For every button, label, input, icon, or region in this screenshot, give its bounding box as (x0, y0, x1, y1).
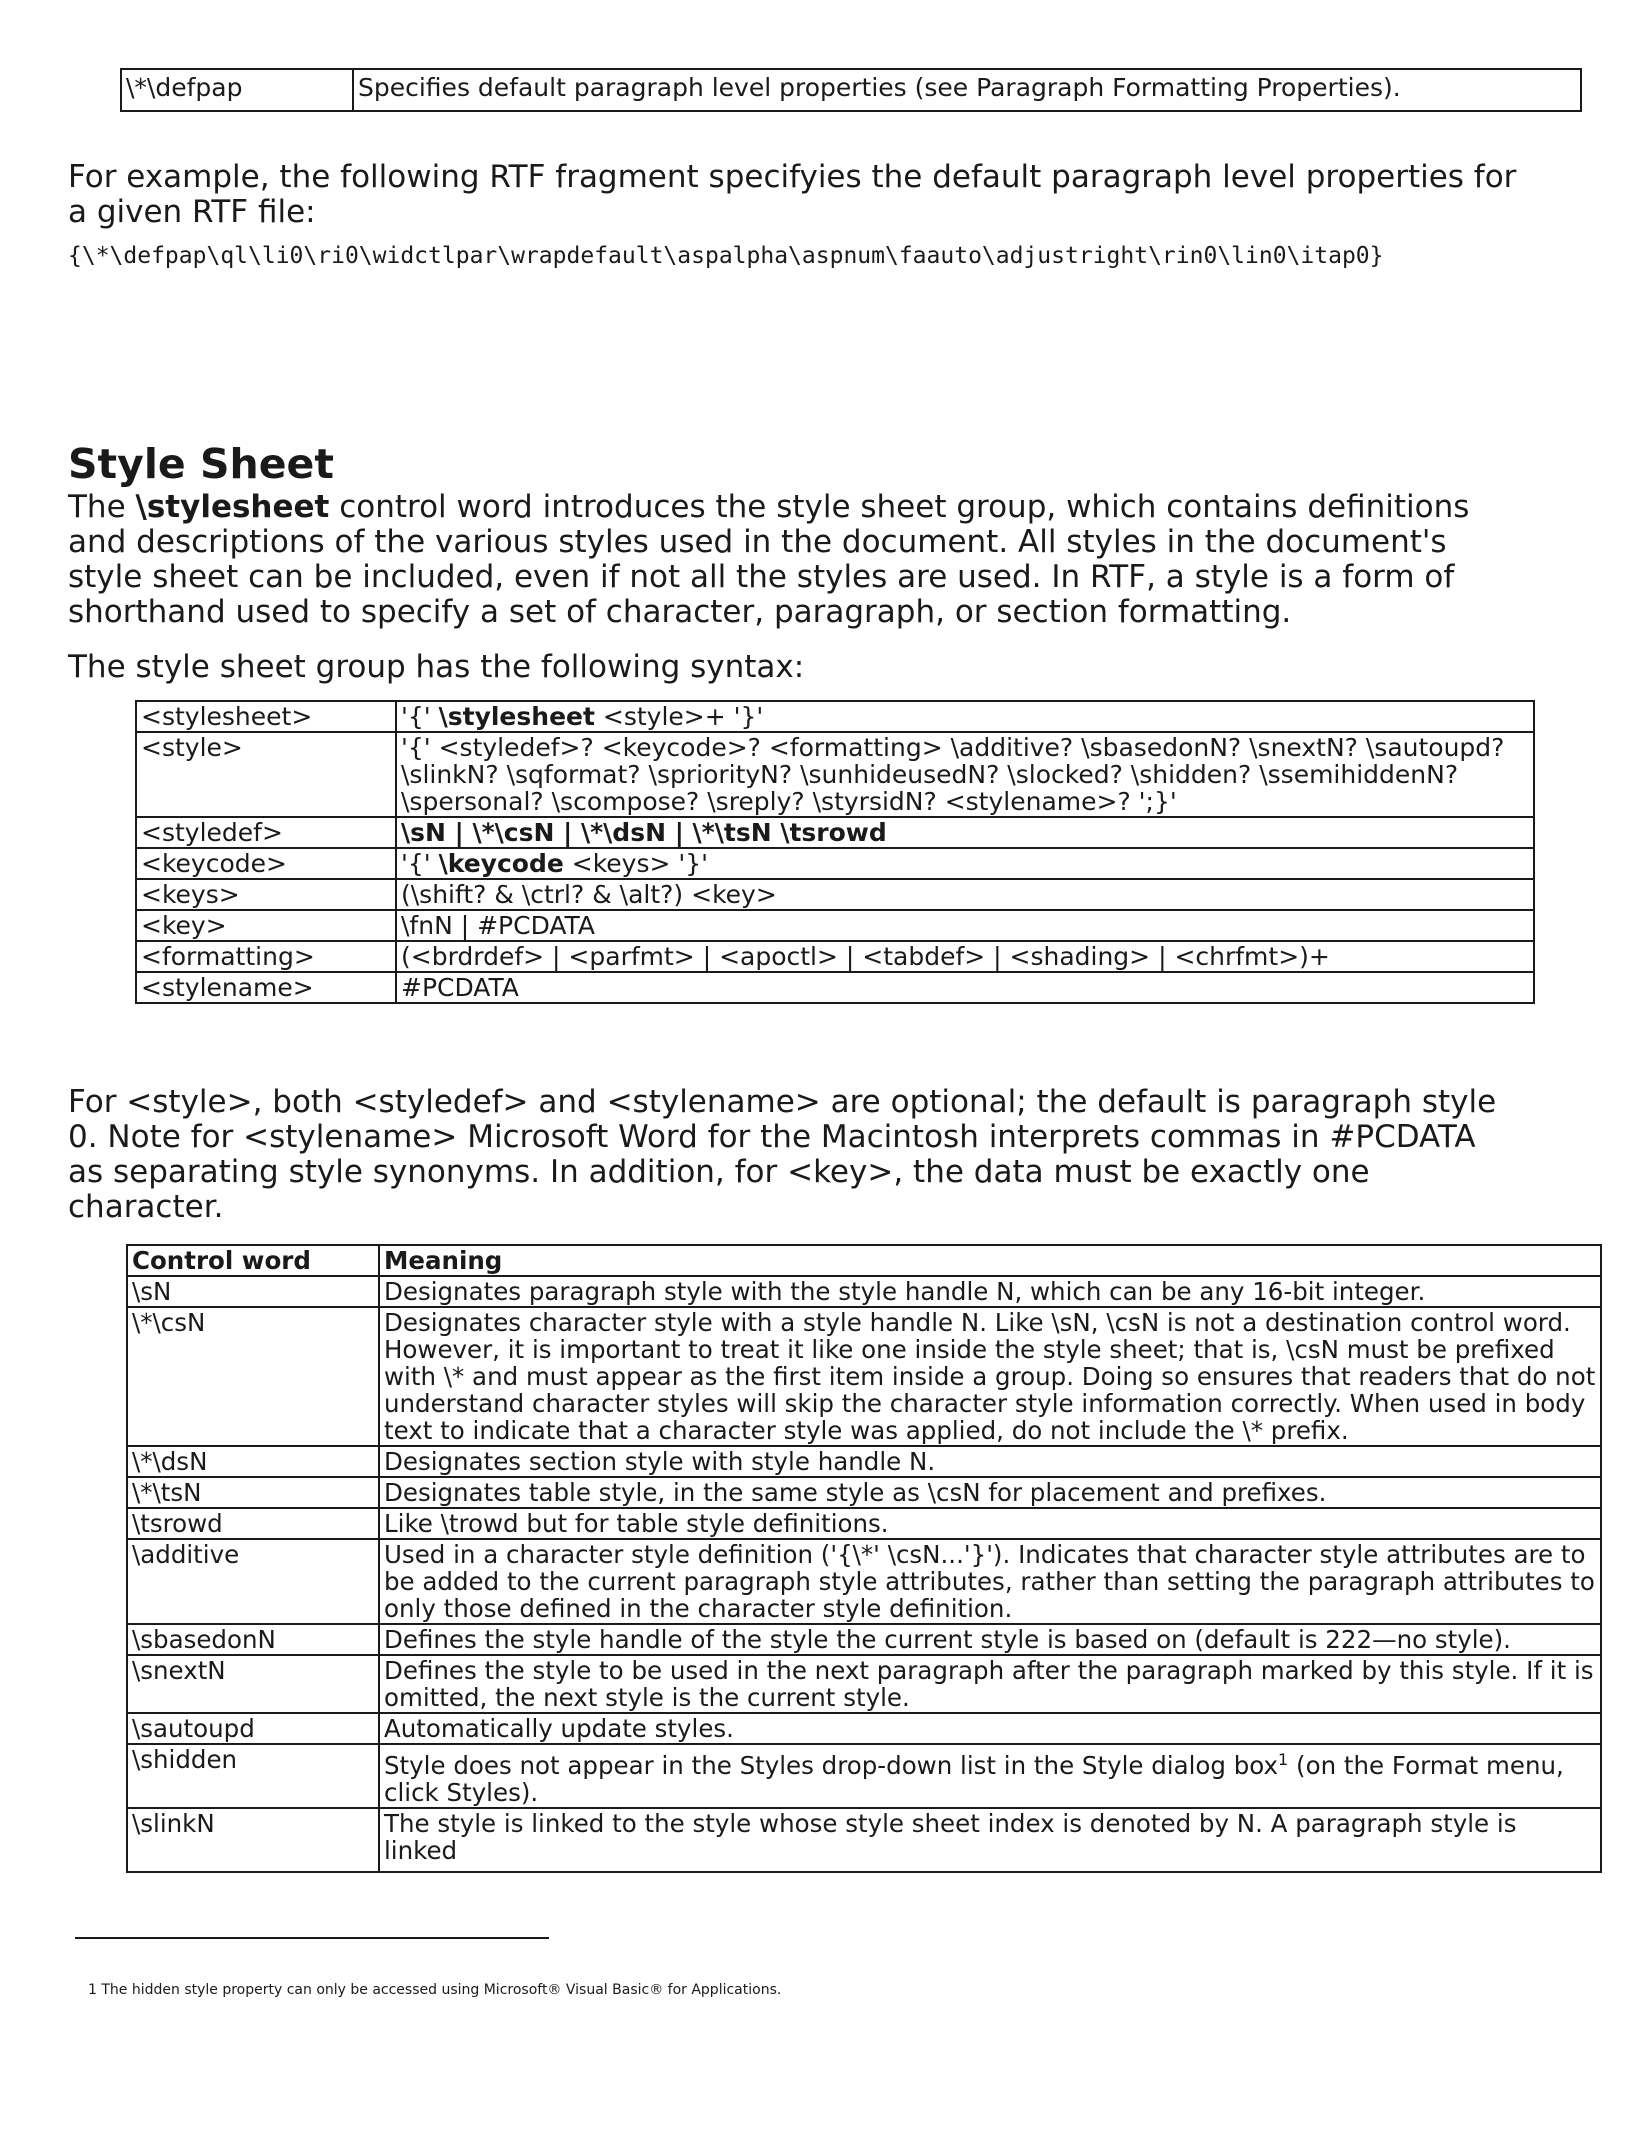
syntax-name: <keycode> (136, 848, 396, 879)
syntax-line: \slinkN? \sqformat? \spriorityN? \sunhideusedN? \slocked? \shidden? \ssemihiddenN? (401, 760, 1459, 789)
footnote-marker[interactable]: 1 (1278, 1750, 1289, 1769)
syntax-row (136, 848, 1534, 879)
control-word: \*\tsN (127, 1477, 379, 1508)
syntax-value (396, 701, 1534, 732)
table-row (127, 1655, 1601, 1713)
syntax-text: <style>+ '}' (594, 702, 764, 731)
control-word: \*\dsN (127, 1446, 379, 1477)
footnote-separator (75, 1937, 549, 1939)
meaning: The style is linked to the style whose style sheet index is denoted by N. A paragraph style is linked (379, 1808, 1601, 1872)
syntax-row (136, 732, 1534, 817)
example-line-1: For example, the following RTF fragment specifyies the default paragraph level properties for (68, 159, 1517, 195)
syntax-value: \sN | \*\csN | \*\dsN | \*\tsN \tsrowd (396, 817, 1534, 848)
example-line-2: a given RTF file: (68, 194, 316, 230)
example-paragraph (68, 160, 1608, 230)
syntax-value (396, 848, 1534, 879)
table-row (127, 1477, 1601, 1508)
header-meaning: Meaning (379, 1245, 1601, 1276)
syntax-value: #PCDATA (396, 972, 1534, 1003)
syntax-name: <formatting> (136, 941, 396, 972)
control-word: \sN (127, 1276, 379, 1307)
syntax-keyword: \keycode (438, 849, 564, 878)
example-code: {\*\defpap\ql\li0\ri0\widctlpar\wrapdefault\aspalpha\aspnum\faauto\adjustright\rin0\lin0\itap0} (68, 243, 1384, 269)
for-style-line-2: 0. Note for <stylename> Microsoft Word for the Macintosh interprets commas in #PCDATA (68, 1119, 1476, 1155)
table-row (127, 1276, 1601, 1307)
control-word: \shidden (127, 1744, 379, 1808)
control-word: \tsrowd (127, 1508, 379, 1539)
syntax-value: (<brdrdef> | <parfmt> | <apoctl> | <tabdef> | <shading> | <chrfmt>)+ (396, 941, 1534, 972)
syntax-keyword: \stylesheet (438, 702, 595, 731)
table-row (127, 1808, 1601, 1872)
syntax-intro: The style sheet group has the following syntax: (68, 649, 805, 685)
footnote: 1 The hidden style property can only be accessed using Microsoft® Visual Basic® for Applications. (88, 1982, 782, 1998)
intro-text: The (68, 489, 136, 525)
meaning: Defines the style handle of the style the current style is based on (default is 222—no style). (379, 1624, 1601, 1655)
for-style-paragraph (68, 1085, 1588, 1225)
table-row (127, 1307, 1601, 1446)
control-word: \slinkN (127, 1808, 379, 1872)
meaning: Like \trowd but for table style definitions. (379, 1508, 1601, 1539)
syntax-row (136, 910, 1534, 941)
intro-line-2: and descriptions of the various styles used in the document. All styles in the document's (68, 524, 1447, 560)
defpap-meaning-cell: Specifies default paragraph level properties (see Paragraph Formatting Properties). (353, 69, 1581, 111)
syntax-value: (\shift? & \ctrl? & \alt?) <key> (396, 879, 1534, 910)
control-word: \snextN (127, 1655, 379, 1713)
syntax-name: <keys> (136, 879, 396, 910)
intro-text-rest: control word introduces the style sheet group, which contains definitions (329, 489, 1470, 525)
control-word-table (126, 1244, 1602, 1873)
syntax-row (136, 701, 1534, 732)
syntax-name: <stylesheet> (136, 701, 396, 732)
stylesheet-intro (68, 490, 1568, 630)
syntax-row (136, 879, 1534, 910)
syntax-name: <stylename> (136, 972, 396, 1003)
table-row (127, 1508, 1601, 1539)
syntax-table (135, 700, 1535, 1004)
syntax-line: '{' <styledef>? <keycode>? <formatting> \additive? \sbasedonN? \snextN? \sautoupd? (401, 733, 1505, 762)
intro-line-3: style sheet can be included, even if not all the styles are used. In RTF, a style is a form of (68, 559, 1455, 595)
for-style-line-1: For <style>, both <styledef> and <stylename> are optional; the default is paragraph style (68, 1084, 1497, 1120)
syntax-text: '{' (401, 849, 439, 878)
defpap-table (120, 68, 1582, 112)
syntax-name: <key> (136, 910, 396, 941)
meaning-text: (on the Format menu, click Styles). (384, 1751, 1564, 1808)
syntax-row (136, 941, 1534, 972)
syntax-text: '{' (401, 702, 439, 731)
meaning: Designates section style with style handle N. (379, 1446, 1601, 1477)
meaning: Defines the style to be used in the next paragraph after the paragraph marked by this style. If it is omitted, the next style is the current style. (379, 1655, 1601, 1713)
syntax-row (136, 817, 1534, 848)
meaning: Used in a character style definition ('{\*' \csN...'}'). Indicates that character style attributes are to be added to the current paragraph style attributes, rather than setting the paragraph attributes to only those defined in the character style definition. (379, 1539, 1601, 1624)
table-row (127, 1744, 1601, 1808)
intro-keyword: \stylesheet (135, 489, 330, 525)
intro-line-4: shorthand used to specify a set of character, paragraph, or section formatting. (68, 594, 1292, 630)
syntax-name: <styledef> (136, 817, 396, 848)
header-control-word: Control word (127, 1245, 379, 1276)
table-row (127, 1446, 1601, 1477)
meaning: Designates paragraph style with the style handle N, which can be any 16-bit integer. (379, 1276, 1601, 1307)
syntax-value (396, 732, 1534, 817)
meaning: Automatically update styles. (379, 1713, 1601, 1744)
control-word: \additive (127, 1539, 379, 1624)
table-row (127, 1713, 1601, 1744)
meaning: Designates table style, in the same style as \csN for placement and prefixes. (379, 1477, 1601, 1508)
syntax-line: \spersonal? \scompose? \sreply? \styrsidN? <stylename>? ';}' (401, 787, 1177, 816)
intro-line-1 (68, 490, 1568, 525)
control-word: \*\csN (127, 1307, 379, 1446)
control-word: \sbasedonN (127, 1624, 379, 1655)
section-heading: Style Sheet (68, 440, 334, 488)
meaning: Designates character style with a style handle N. Like \sN, \csN is not a destination control word. However, it is important to treat it like one inside the style sheet; that is, \csN must be prefixed with \* and must appear as the first item inside a group. Doing so ensures that readers that do not understand character styles will skip the character style information correctly. When used in body text to indicate that a character style was applied, do not include the \* prefix. (379, 1307, 1601, 1446)
defpap-control-cell: \*\defpap (121, 69, 353, 111)
syntax-row (136, 972, 1534, 1003)
table-row (127, 1624, 1601, 1655)
syntax-value: \fnN | #PCDATA (396, 910, 1534, 941)
table-header-row (127, 1245, 1601, 1276)
syntax-text: <keys> '}' (563, 849, 709, 878)
meaning (379, 1744, 1601, 1808)
syntax-name: <style> (136, 732, 396, 817)
control-word: \sautoupd (127, 1713, 379, 1744)
meaning-text: Style does not appear in the Styles drop-down list in the Style dialog box (384, 1751, 1279, 1781)
for-style-line-3: as separating style synonyms. In addition, for <key>, the data must be exactly one (68, 1154, 1370, 1190)
for-style-line-4: character. (68, 1189, 224, 1225)
table-row (127, 1539, 1601, 1624)
